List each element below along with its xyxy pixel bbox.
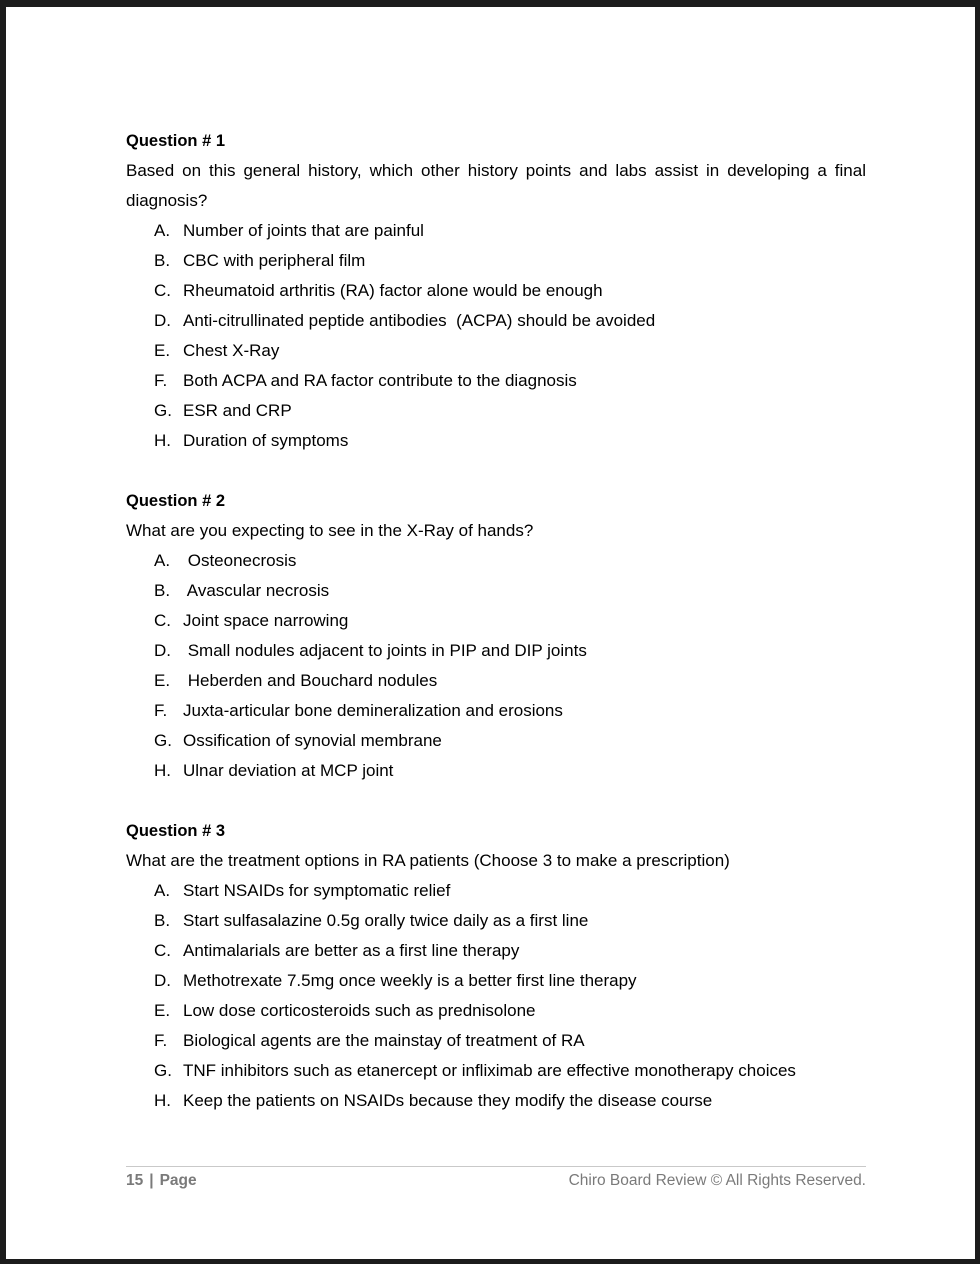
answer-option xyxy=(126,906,866,936)
option-text: Methotrexate 7.5mg once weekly is a better first line therapy xyxy=(183,971,637,990)
option-text: Biological agents are the mainstay of treatment of RA xyxy=(183,1031,585,1050)
option-letter: E. xyxy=(154,1001,171,1020)
answer-options xyxy=(126,216,866,456)
answer-option xyxy=(126,306,866,336)
answer-option xyxy=(126,396,866,426)
option-letter: D. xyxy=(154,971,171,990)
option-letter: C. xyxy=(154,281,171,300)
question-title: Question # 1 xyxy=(126,132,226,150)
option-letter: F. xyxy=(154,371,168,390)
answer-option xyxy=(126,756,866,786)
answer-options xyxy=(126,876,866,1116)
option-letter: D. xyxy=(154,311,171,330)
option-text: Start sulfasalazine 0.5g orally twice daily as a first line xyxy=(183,911,589,930)
option-letter: E. xyxy=(154,341,171,360)
question-1 xyxy=(126,126,866,456)
option-text: CBC with peripheral film xyxy=(183,251,366,270)
option-letter: A. xyxy=(154,221,171,240)
option-letter: D. xyxy=(154,641,171,660)
page-footer xyxy=(126,1166,866,1192)
question-title: Question # 3 xyxy=(126,822,226,840)
answer-option xyxy=(126,726,866,756)
option-text: Chest X-Ray xyxy=(183,341,280,360)
option-text: TNF inhibitors such as etanercept or infliximab are effective monotherapy choices xyxy=(183,1061,796,1080)
answer-option xyxy=(126,696,866,726)
answer-option xyxy=(126,1086,866,1116)
option-text: Heberden and Bouchard nodules xyxy=(183,671,438,690)
answer-option xyxy=(126,576,866,606)
option-text: Both ACPA and RA factor contribute to the diagnosis xyxy=(183,371,577,390)
option-letter: F. xyxy=(154,701,168,720)
option-text: Ossification of synovial membrane xyxy=(183,731,442,750)
answer-options xyxy=(126,546,866,786)
option-text: Joint space narrowing xyxy=(183,611,349,630)
option-letter: G. xyxy=(154,731,172,750)
answer-option xyxy=(126,1056,866,1086)
question-text: What are you expecting to see in the X-Ray of hands? xyxy=(126,521,534,540)
answer-option xyxy=(126,996,866,1026)
option-text: Duration of symptoms xyxy=(183,431,349,450)
option-letter: H. xyxy=(154,431,171,450)
option-text: Start NSAIDs for symptomatic relief xyxy=(183,881,451,900)
answer-option xyxy=(126,216,866,246)
option-letter: C. xyxy=(154,941,171,960)
option-letter: F. xyxy=(154,1031,168,1050)
option-text: Ulnar deviation at MCP joint xyxy=(183,761,394,780)
option-letter: G. xyxy=(154,401,172,420)
option-text: Keep the patients on NSAIDs because they modify the disease course xyxy=(183,1091,713,1110)
option-letter: A. xyxy=(154,551,171,570)
answer-option xyxy=(126,636,866,666)
question-text: Based on this general history, which other history points and labs assist in developing a final diagnosis? xyxy=(126,161,866,210)
answer-option xyxy=(126,1026,866,1056)
question-text: What are the treatment options in RA patients (Choose 3 to make a prescription) xyxy=(126,851,730,870)
option-text: Low dose corticosteroids such as prednisolone xyxy=(183,1001,536,1020)
answer-option xyxy=(126,246,866,276)
option-text: Anti-citrullinated peptide antibodies (ACPA) should be avoided xyxy=(183,311,656,330)
page-number-block xyxy=(126,1170,197,1192)
answer-option xyxy=(126,936,866,966)
option-text: Osteonecrosis xyxy=(183,551,297,570)
answer-option xyxy=(126,606,866,636)
copyright-notice: Chiro Board Review © All Rights Reserved. xyxy=(568,1172,866,1189)
question-title: Question # 2 xyxy=(126,492,226,510)
option-text: Avascular necrosis xyxy=(183,581,330,600)
option-letter: B. xyxy=(154,911,171,930)
option-text: Number of joints that are painful xyxy=(183,221,424,240)
answer-option xyxy=(126,546,866,576)
option-text: ESR and CRP xyxy=(183,401,292,420)
option-letter: C. xyxy=(154,611,171,630)
answer-option xyxy=(126,426,866,456)
page-content xyxy=(126,126,866,1146)
answer-option xyxy=(126,666,866,696)
option-text: Antimalarials are better as a first line therapy xyxy=(183,941,520,960)
page-label: Page xyxy=(159,1172,197,1189)
option-letter: B. xyxy=(154,251,171,270)
answer-option xyxy=(126,876,866,906)
answer-option xyxy=(126,966,866,996)
option-letter: G. xyxy=(154,1061,172,1080)
option-letter: E. xyxy=(154,671,171,690)
answer-option xyxy=(126,366,866,396)
option-text: Rheumatoid arthritis (RA) factor alone would be enough xyxy=(183,281,603,300)
option-letter: H. xyxy=(154,761,171,780)
option-letter: H. xyxy=(154,1091,171,1110)
answer-option xyxy=(126,336,866,366)
option-letter: A. xyxy=(154,881,171,900)
question-3 xyxy=(126,816,866,1116)
footer-separator: | xyxy=(149,1172,154,1189)
answer-option xyxy=(126,276,866,306)
option-text: Juxta-articular bone demineralization and erosions xyxy=(183,701,563,720)
question-2 xyxy=(126,486,866,786)
option-letter: B. xyxy=(154,581,171,600)
option-text: Small nodules adjacent to joints in PIP and DIP joints xyxy=(183,641,587,660)
page-number: 15 xyxy=(126,1172,144,1189)
